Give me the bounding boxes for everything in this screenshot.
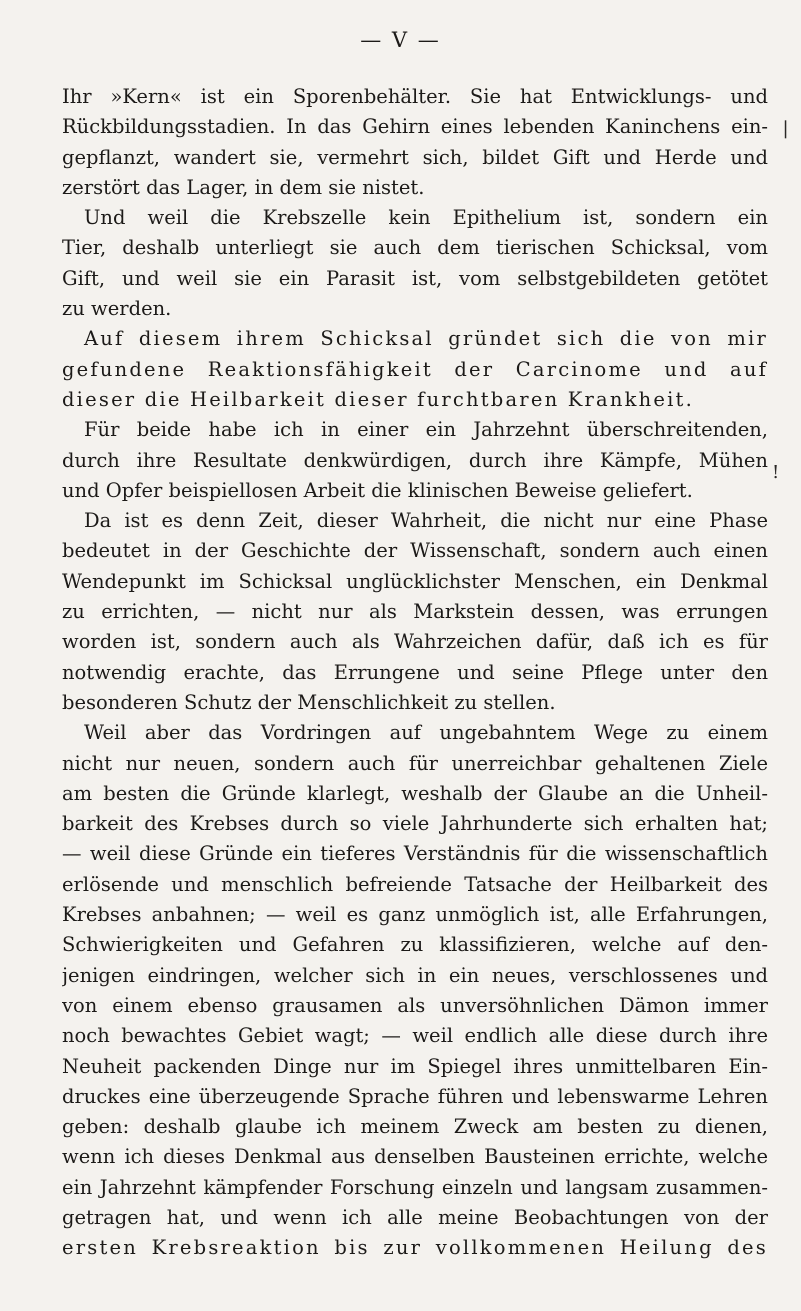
text-line: Auf diesem ihrem Schicksal gründet sich die von mir [84, 327, 768, 351]
text-line: druckes eine überzeugende Sprache führen und lebenswarme Lehren [62, 1084, 768, 1108]
text-line: zu werden. [62, 297, 172, 321]
text-line: Rückbildungsstadien. In das Gehirn eines lebenden Kaninchens ein- [62, 115, 768, 139]
text-line: Weil aber das Vordringen auf ungebahntem Wege zu einem [84, 721, 768, 745]
text-line: Neuheit packenden Dinge nur im Spiegel ihres unmittelbaren Ein- [62, 1054, 768, 1078]
text-line: barkeit des Krebses durch so viele Jahrhunderte sich erhalten hat; [62, 812, 768, 836]
text-line: ein Jahrzehnt kämpfender Forschung einzeln und langsam zusammen- [62, 1175, 768, 1199]
text-line: Wendepunkt im Schicksal unglücklichster Menschen, ein Denkmal [62, 569, 768, 593]
text-line: zerstört das Lager, in dem sie nistet. [62, 175, 425, 199]
text-line: Krebses anbahnen; — weil es ganz unmöglich ist, alle Erfahrungen, [62, 903, 768, 927]
text-line: Schwierigkeiten und Gefahren zu klassifizieren, welche auf den- [62, 933, 768, 957]
text-line: Und weil die Krebszelle kein Epithelium ist, sondern ein [84, 206, 768, 230]
text-line: notwendig erachte, das Errungene und seine Pflege unter den [62, 660, 768, 684]
text-line: worden ist, sondern auch als Wahrzeichen dafür, daß ich es für [62, 630, 768, 654]
text-line: wenn ich dieses Denkmal aus denselben Bausteinen errichte, welche [62, 1145, 768, 1169]
text-line: Ihr »Kern« ist ein Sporenbehälter. Sie hat Entwicklungs- und [62, 85, 768, 108]
text-line: zu errichten, — nicht nur als Markstein dessen, was errungen [62, 600, 768, 624]
text-line: besonderen Schutz der Menschlichkeit zu stellen. [62, 690, 556, 714]
text-line: und Opfer beispiellosen Arbeit die klinischen Beweise geliefert. [62, 478, 693, 502]
text-line: dieser die Heilbarkeit dieser furchtbaren Krankheit. [62, 387, 694, 411]
text-line: jenigen eindringen, welcher sich in ein neues, verschlossenes und [62, 963, 768, 987]
text-line: gepflanzt, wandert sie, vermehrt sich, bildet Gift und Herde und [62, 145, 768, 169]
margin-mark: ❘ [778, 118, 794, 139]
text-line: getragen hat, und wenn ich alle meine Beobachtungen von der [62, 1205, 768, 1229]
text-line: von einem ebenso grausamen als unversöhnlichen Dämon immer [62, 993, 768, 1017]
text-line: geben: deshalb glaube ich meinem Zweck am besten zu dienen, [62, 1115, 768, 1139]
text-line: Gift, und weil sie ein Parasit ist, vom selbstgebildeten getötet [62, 266, 768, 290]
text-line: Tier, deshalb unterliegt sie auch dem tierischen Schicksal, vom [62, 236, 768, 260]
text-line: bedeutet in der Geschichte der Wissenschaft, sondern auch einen [62, 539, 768, 563]
text-line: — weil diese Gründe ein tieferes Verständnis für die wissenschaftlich [62, 842, 768, 866]
text-line: erlösende und menschlich befreiende Tatsache der Heilbarkeit des [62, 872, 768, 896]
text-line: nicht nur neuen, sondern auch für unerreichbar gehaltenen Ziele [62, 751, 768, 775]
text-line: ersten Krebsreaktion bis zur vollkommenen Heilung des [62, 1236, 768, 1260]
body-text [62, 82, 768, 1264]
text-line: am besten die Gründe klarlegt, weshalb der Glaube an die Unheil- [62, 781, 768, 805]
text-line: durch ihre Resultate denkwürdigen, durch ihre Kämpfe, Mühen [62, 448, 768, 472]
text-line: noch bewachtes Gebiet wagt; — weil endlich alle diese durch ihre [62, 1024, 768, 1048]
margin-mark: ! [772, 462, 780, 483]
text-line: Da ist es denn Zeit, dieser Wahrheit, die nicht nur eine Phase [84, 509, 768, 533]
text-line: Für beide habe ich in einer ein Jahrzehnt überschreitenden, [84, 418, 768, 442]
page-number: — V — [360, 28, 441, 52]
text-line: gefundene Reaktionsfähigkeit der Carcinome und auf [62, 357, 768, 381]
